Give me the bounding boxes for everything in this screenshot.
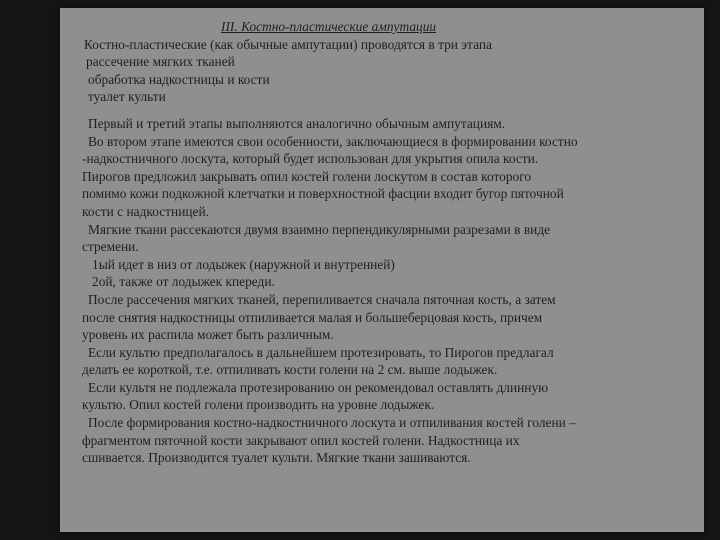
body-line-3: -надкостничного лоскута, который будет использован для укрытия опила кости.	[82, 151, 539, 167]
body-line-4: Пирогов предложил закрывать опил костей голени лоскутом в состав которого	[82, 168, 532, 184]
body-line-5: помимо кожи подкожной клетчатки и поверхностной фасции входит бугор пяточной	[82, 186, 564, 202]
intro-line-4: туалет культи	[88, 89, 166, 105]
body-line-6: кости с надкостницей.	[82, 203, 209, 219]
body-line-1: Первый и третий этапы выполняются аналогично обычным ампутациям.	[88, 115, 506, 131]
intro-line-1: Костно-пластические (как обычные ампутации) проводятся в три этапа	[84, 36, 492, 52]
intro-line-2: рассечение мягких тканей	[86, 54, 235, 70]
slide-text	[78, 18, 690, 467]
body-line-14: Если культю предполагалось в дальнейшем протезировать, то Пирогов предлагал	[88, 344, 554, 360]
body-line-12: после снятия надкостницы отпиливается малая и большеберцовая кость, причем	[82, 309, 543, 325]
body-line-10: 2ой, также от лодыжек кпереди.	[92, 274, 275, 290]
body-line-15: делать ее короткой, т.е. отпиливать кости голени на 2 см. выше лодыжек.	[82, 362, 498, 378]
slide-title: III. Костно-пластические ампутации	[221, 19, 437, 34]
body-line-7: Мягкие ткани рассекаются двумя взаимно перпендикулярными разрезами в виде	[88, 221, 551, 237]
body-line-13: уровень их распила может быть различным.	[82, 327, 334, 343]
body-line-9: 1ый идет в низ от лодыжек (наружной и внутренней)	[92, 256, 395, 272]
body-line-16: Если культя не подлежала протезированию он рекомендовал оставлять длинную	[88, 379, 549, 395]
body-line-20: сшивается. Производится туалет культи. Мягкие ткани зашиваются.	[82, 450, 471, 466]
body-line-17: культю. Опил костей голени производить на уровне лодыжек.	[82, 397, 435, 413]
body-line-18: После формирования костно-надкостничного лоскута и отпиливания костей голени –	[88, 415, 576, 431]
section-gap	[78, 106, 690, 115]
body-line-8: стремени.	[82, 239, 139, 255]
body-line-19: фрагментом пяточной кости закрывают опил костей голени. Надкостница их	[82, 432, 520, 448]
body-line-2: Во втором этапе имеются свои особенности, заключающиеся в формировании костно	[88, 133, 578, 149]
body-line-11: После рассечения мягких тканей, перепиливается сначала пяточная кость, а затем	[88, 291, 556, 307]
intro-line-3: обработка надкостницы и кости	[88, 71, 270, 87]
